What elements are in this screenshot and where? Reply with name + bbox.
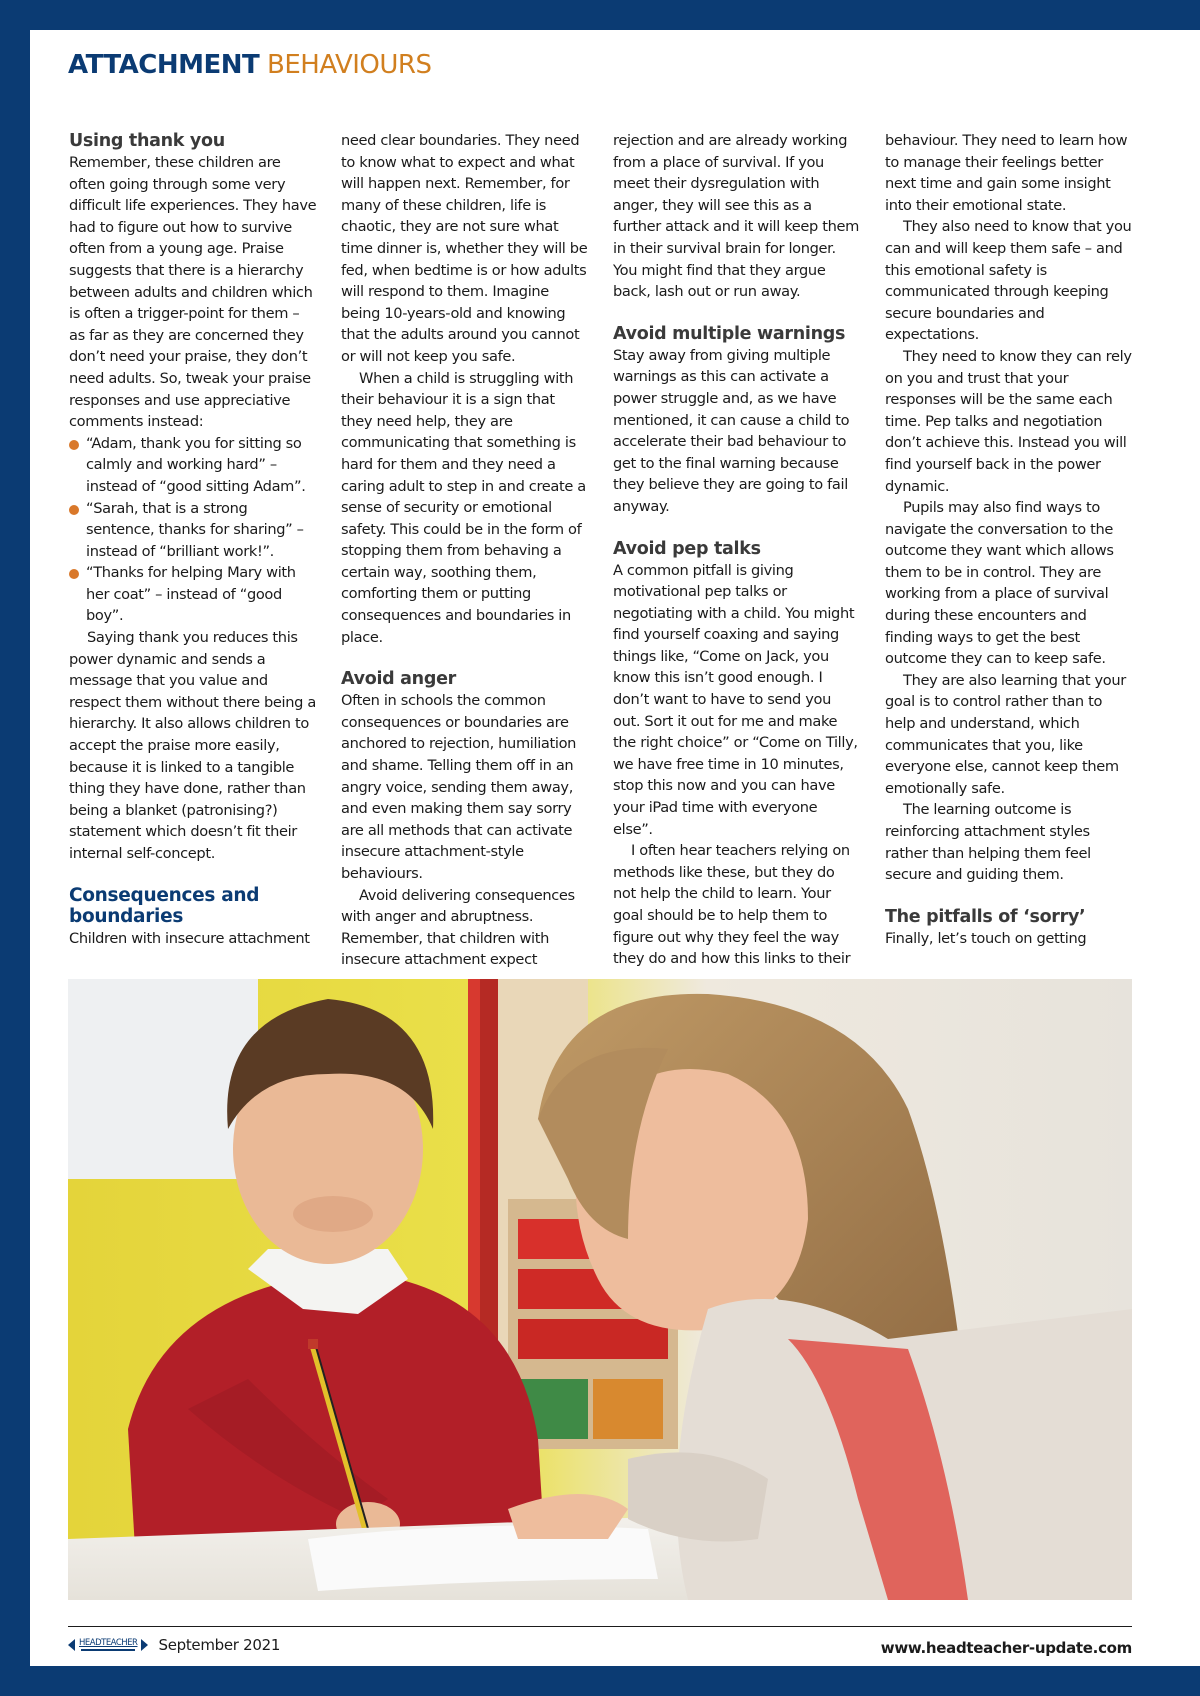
paragraph: A common pitfall is giving motivational pep talks or negotiating with a child. You might find yourself coaxing and saying things like, “Come on Jack, you know this isn’t good enough. I don’t want to have to send you out. Sort it out for me and make the right choice” or “Come on Tilly, we have free time in 10 minutes, stop this now and you can have your iPad time with everyone else”.: [613, 561, 858, 838]
prev-arrow-icon: [68, 1639, 75, 1651]
section-header: [68, 50, 431, 80]
subheading-using-thank-you: Using thank you: [69, 131, 225, 151]
website-url: www.headteacher-update.com: [880, 1639, 1132, 1657]
paragraph: Remember, these children are often going through some very difficult life experiences. They have had to figure out how to survive often from a young age. Praise suggests that there is a hierarchy between adults and children which is often a trigger-point for them – as far as they are concerned they don’t need your praise, they don’t need adults. So, tweak your praise responses and use appreciative comments instead:: [69, 154, 317, 431]
bullet-dot-icon: [69, 569, 79, 579]
paragraph: Avoid delivering consequences with anger and abruptness. Remember, that children with insecure attachment expect: [341, 886, 575, 969]
subheading-avoid-pep-talks: Avoid pep talks: [613, 538, 761, 559]
headteacher-logo: [79, 1637, 137, 1653]
paragraph: behaviour. They need to learn how to manage their feelings better next time and gain some insight into their emotional state.: [885, 132, 1128, 214]
subheading-consequences: Consequences and boundaries: [69, 884, 260, 928]
bullet-dot-icon: [69, 505, 79, 515]
paragraph: Pupils may also find ways to navigate the conversation to the outcome they want which allows them to be in control. They are working from a place of survival during these encounters and finding ways to get the best outcome they can to keep safe.: [885, 499, 1114, 668]
paragraph: They need to know they can rely on you and trust that your responses will be the same each time. Pep talks and negotiation don’t achieve this. Instead you will find yourself back in the power dynamic.: [885, 347, 1132, 495]
column-2: [341, 130, 589, 971]
classroom-photo: [68, 979, 1132, 1600]
bullet-text: “Sarah, that is a strong sentence, thanks for sharing” – instead of “brilliant work!”.: [86, 499, 304, 560]
paragraph: Often in schools the common consequences or boundaries are anchored to rejection, humiliation and shame. Telling them off in an angry voice, sending them away, and even making them say sorry are all methods that can activate insecure attachment-style behaviours.: [341, 692, 577, 882]
column-4: [885, 130, 1133, 949]
logo-text: HEADTEACHER: [79, 1638, 138, 1648]
bullet-text: “Thanks for helping Mary with her coat” – instead of “good boy”.: [86, 564, 296, 625]
header-title-bold: ATTACHMENT: [68, 50, 260, 80]
bullet-dot-icon: [69, 440, 79, 450]
paragraph: Saying thank you reduces this power dynamic and sends a message that you value and respect them without there being a hierarchy. It also allows children to accept the praise more easily, because it is linked to a tangible thing they have done, rather than being a blanket (patronising?) statement which doesn’t fit their internal self-concept.: [69, 629, 316, 862]
paragraph: When a child is struggling with their behaviour it is a sign that they need help, they are communicating that something is hard for them and they need a caring adult to step in and create a sense of security or emotional safety. This could be in the form of stopping them from behaving a certain way, soothing them, comforting them or putting consequences and boundaries in place.: [341, 369, 586, 646]
paragraph: Stay away from giving multiple warnings as this can activate a power struggle and, as we have mentioned, it can cause a child to accelerate their bad behaviour to get to the final warning because they believe they are going to fail anyway.: [613, 346, 850, 515]
subheading-avoid-warnings: Avoid multiple warnings: [613, 323, 846, 344]
subheading-avoid-anger: Avoid anger: [341, 669, 456, 690]
article-columns: [69, 130, 1133, 990]
paragraph: I often hear teachers relying on methods like these, but they do not help the child to learn. Your goal should be to help them to figure out why they feel the way they do and how this links to their: [613, 842, 851, 968]
paragraph: They also need to know that you can and will keep them safe – and this emotional safety is communicated through keeping secure boundaries and expectations.: [885, 218, 1132, 344]
bullet-text: “Adam, thank you for sitting so calmly and working hard” – instead of “good sitting Adam”.: [86, 434, 306, 495]
subheading-pitfalls-sorry: The pitfalls of ‘sorry’: [885, 906, 1086, 927]
magazine-page: [30, 30, 1200, 1666]
footer-rule: [68, 1626, 1132, 1627]
column-3: [613, 130, 861, 970]
paragraph: Finally, let’s touch on getting: [885, 929, 1087, 947]
bullet-item: [69, 562, 317, 627]
footer-left: [68, 1634, 280, 1656]
paragraph: Children with insecure attachment: [69, 929, 310, 947]
paragraph: need clear boundaries. They need to know what to expect and what will happen next. Remember, for many of these children, life is chaotic, they are not sure what time dinner is, whether they will be fed, when bedtime is or how adults will respond to them. Imagine being 10-years-old and knowing that the adults around you cannot or will not keep you safe.: [341, 132, 588, 365]
classroom-illustration: [68, 979, 1132, 1600]
bullet-item: [69, 433, 317, 498]
header-title-light: BEHAVIOURS: [267, 50, 432, 80]
next-arrow-icon: [141, 1639, 148, 1651]
paragraph: rejection and are already working from a place of survival. If you meet their dysregulation with anger, they will see this as a further attack and it will keep them in their survival brain for longer. You might find that they argue back, lash out or run away.: [613, 132, 860, 301]
paragraph: The learning outcome is reinforcing attachment styles rather than helping them feel secure and guiding them.: [885, 801, 1091, 884]
column-1: [69, 130, 317, 949]
issue-date: September 2021: [158, 1636, 281, 1654]
bullet-item: [69, 498, 317, 563]
paragraph: They are also learning that your goal is to control rather than to help and understand, which communicates that you, like everyone else, cannot keep them emotionally safe.: [885, 671, 1126, 797]
